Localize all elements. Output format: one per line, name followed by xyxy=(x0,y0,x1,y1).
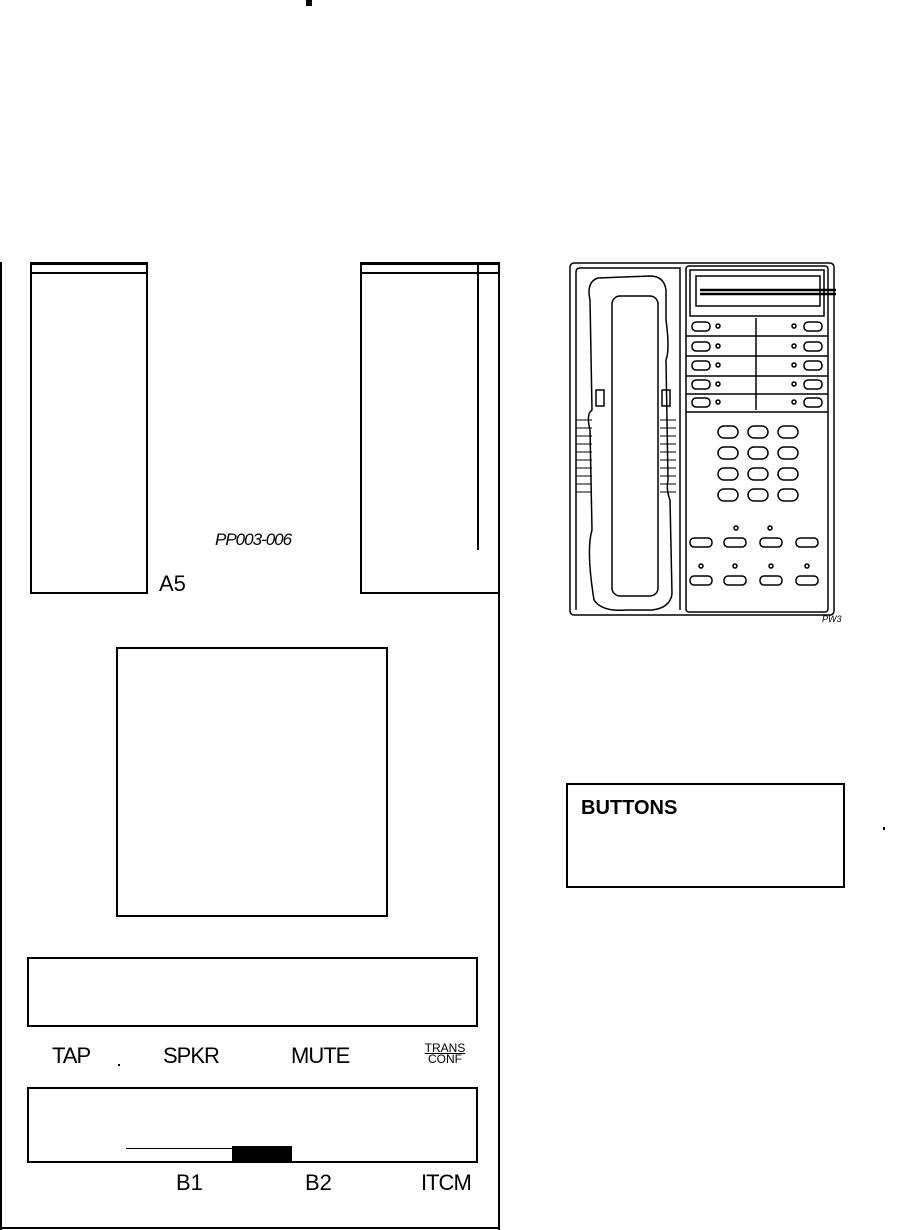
itcm-label: ITCM xyxy=(421,1170,471,1195)
indicator-bar-fill xyxy=(232,1146,292,1163)
tap-label: TAP xyxy=(52,1043,91,1068)
upper-left-column-cap xyxy=(30,272,148,274)
buttons-heading: BUTTONS xyxy=(581,797,678,819)
figure-code: PP003-006 xyxy=(215,530,292,549)
dot-mark xyxy=(118,1064,120,1066)
indicator-bar-line xyxy=(126,1148,232,1149)
b2-label: B2 xyxy=(305,1170,332,1195)
position-label: A5 xyxy=(159,571,186,596)
upper-right-column-cap xyxy=(360,272,500,274)
display-strip-box xyxy=(27,957,478,1027)
stray-mark-right xyxy=(883,827,885,830)
upper-right-divider xyxy=(477,262,479,550)
telephone-illustration-icon xyxy=(566,260,842,624)
left-panel-left-border xyxy=(0,262,2,1230)
center-square xyxy=(116,647,388,917)
trans-label: TRANS xyxy=(424,1041,466,1055)
b1-label: B1 xyxy=(176,1170,203,1195)
left-panel-right-border xyxy=(498,592,500,1230)
trans-conf-label xyxy=(423,1043,467,1065)
left-panel-bottom-border xyxy=(0,1227,500,1229)
conf-label: CONF xyxy=(428,1052,462,1066)
spkr-label: SPKR xyxy=(163,1043,219,1068)
phone-code: PW3 xyxy=(822,614,842,624)
upper-left-column xyxy=(30,262,148,594)
stray-mark-top xyxy=(306,0,312,6)
upper-right-column xyxy=(360,262,500,594)
mute-label: MUTE xyxy=(291,1043,350,1068)
